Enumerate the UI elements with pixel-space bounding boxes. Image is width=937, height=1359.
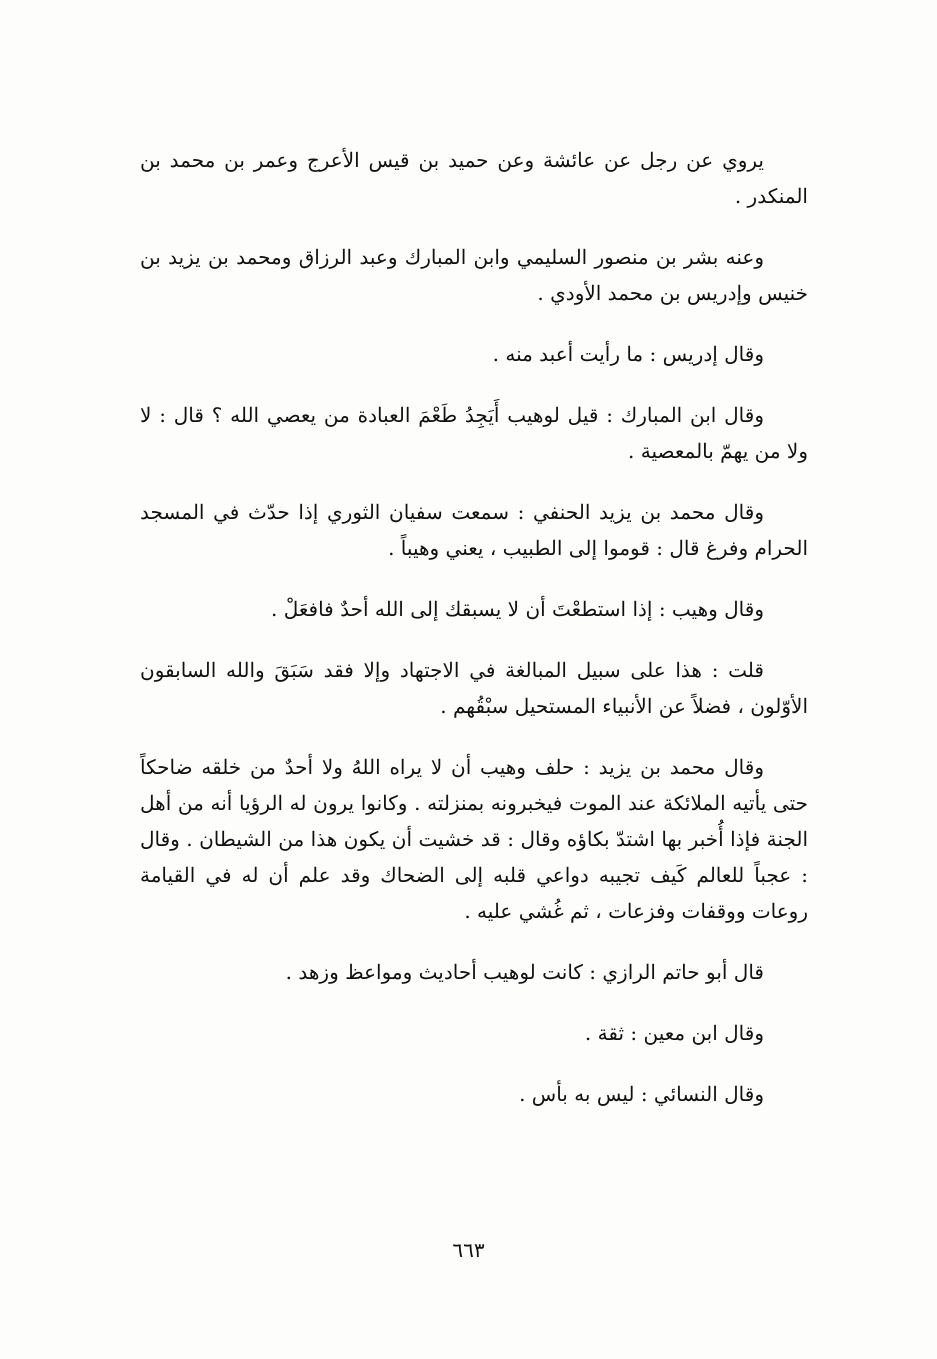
paragraph: وقال محمد بن يزيد : حلف وهيب أن لا يراه اللهُ ولا أحدٌ من خلقه ضاحكاً حتى يأتيه الملائكة عند الموت فيخبرونه بمنزلته . وكانوا يرون له الرؤيا أنه من أهل الجنة فإذا أُخبر بها اشتدّ بكاؤه وقال : قد خشيت أن يكون هذا من الشيطان . وقال : عجباً للعالم كَيف تجيبه دواعي قلبه إلى الضحاك وقد علم أن له في القيامة روعات ووقفات وفزعات ، ثم غُشي عليه . bbox=[140, 755, 808, 923]
paragraph: وقال وهيب : إذا استطعْتَ أن لا يسبقك إلى الله أحدٌ فافعَلْ . bbox=[271, 597, 764, 621]
paragraph: يروي عن رجل عن عائشة وعن حميد بن قيس الأعرج وعمر بن محمد بن المنكدر . bbox=[140, 148, 808, 208]
paragraph: وقال ابن معين : ثقة . bbox=[584, 1021, 764, 1045]
paragraph: وعنه بشر بن منصور السليمي وابن المبارك وعبد الرزاق ومحمد بن يزيد بن خنيس وإدريس بن محمد الأودي . bbox=[140, 245, 808, 305]
paragraph: قلت : هذا على سبيل المبالغة في الاجتهاد وإلا فقد سَبَقَ والله السابقون الأوّلون ، فضلاً عن الأنبياء المستحيل سبْقُهم . bbox=[140, 658, 808, 718]
paragraph: قال أبو حاتم الرازي : كانت لوهيب أحاديث ومواعظ وزهد . bbox=[285, 960, 764, 984]
paragraph: وقال ابن المبارك : قيل لوهيب أَيَجِدُ طَعْمَ العبادة من يعصي الله ؟ قال : لا ولا من يهمّ بالمعصية . bbox=[140, 403, 808, 463]
paragraph: وقال النسائي : ليس به بأس . bbox=[519, 1082, 764, 1106]
paragraph: وقال إدريس : ما رأيت أعبد منه . bbox=[492, 342, 764, 366]
paragraph: وقال محمد بن يزيد الحنفي : سمعت سفيان الثوري إذا حدّث في المسجد الحرام وفرغ قال : قوموا إلى الطبيب ، يعني وهيباً . bbox=[140, 500, 808, 560]
body-text bbox=[140, 142, 808, 1137]
page-number: ٦٦٣ bbox=[452, 1238, 485, 1262]
